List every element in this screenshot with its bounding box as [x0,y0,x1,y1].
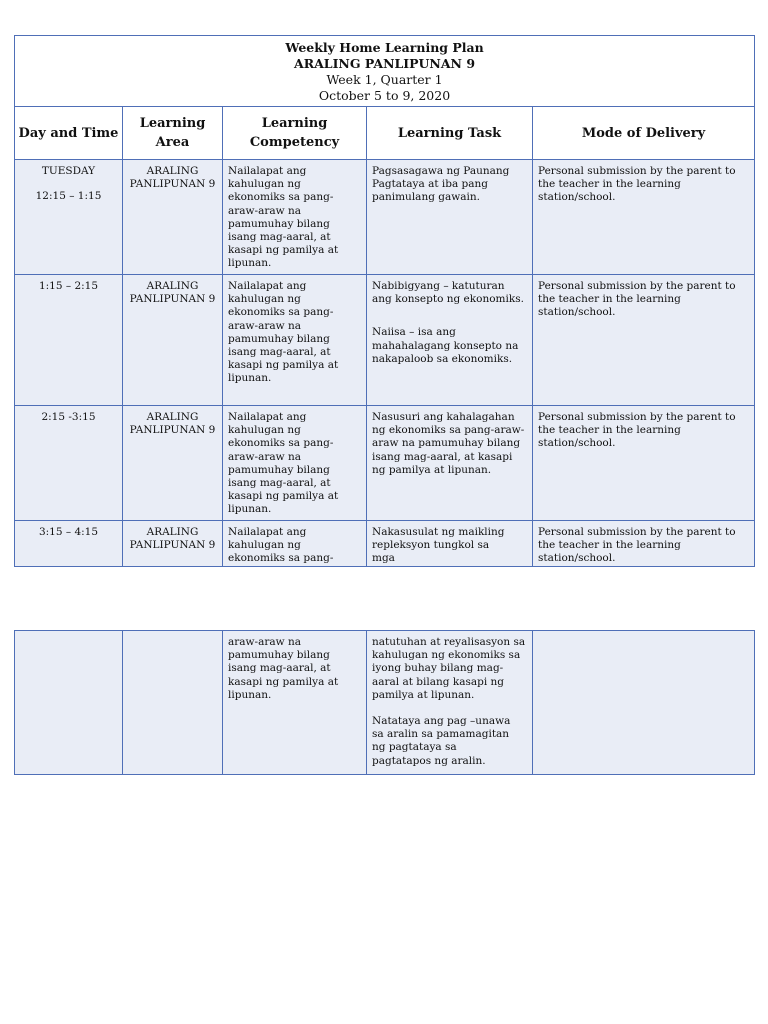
competency-text: Nailalapat ang kahulugan ng ekonomiks sa pang- [228,526,334,565]
area-cell [123,631,223,775]
competency-cell [223,406,367,521]
plan-subject: ARALING PANLIPUNAN 9 [294,56,476,71]
task-text: Nasusuri ang kahalagahan ng ekonomiks sa pang-araw-araw na pamumuhay bilang isang mag-aaral, at kasapi ng pamilya at lipunan. [372,411,525,476]
plan-week: Week 1, Quarter 1 [326,72,443,87]
competency-cell [223,631,367,775]
delivery-cell [533,160,755,275]
task-text: Nakasusulat ng maikling repleksyon tungkol sa mga [372,526,505,565]
day-time-cell [15,160,123,275]
table-row [15,521,755,567]
delivery-cell [533,631,755,775]
learning-plan-table-continued [14,630,755,775]
competency-cell [223,160,367,275]
task-text-2: Natataya ang pag –unawa sa aralin sa pamamagitan ng pagtataya sa pagtatapos ng aralin. [372,715,511,767]
time-label: 1:15 – 2:15 [38,280,99,292]
competency-text: Nailalapat ang kahulugan ng ekonomiks sa pang-araw-araw na pamumuhay bilang isang mag-aaral, at kasapi ng pamilya at lipunan. [228,280,339,385]
area-cell [123,160,223,275]
competency-text: Nailalapat ang kahulugan ng ekonomiks sa pang-araw-araw na pamumuhay bilang isang mag-aaral, at kasapi ng pamilya at lipunan. [228,411,339,516]
day-time-cell [15,275,123,406]
col-mode-of-delivery: Mode of Delivery [533,107,755,160]
time-label: 3:15 – 4:15 [38,526,99,538]
competency-cell [223,521,367,567]
area-text: ARALING PANLIPUNAN 9 [129,165,216,191]
delivery-text [533,631,754,636]
plan-dates: October 5 to 9, 2020 [318,88,451,103]
competency-cell [223,275,367,406]
task-cell [367,521,533,567]
task-text-2: Naiisa – isa ang mahahalagang konsepto na nakapaloob sa ekonomiks. [372,326,519,365]
time-label: 2:15 -3:15 [41,411,96,423]
area-text: ARALING PANLIPUNAN 9 [129,526,216,552]
day-time-cell [15,631,123,775]
delivery-cell [533,275,755,406]
task-text: natutuhan at reyalisasyon sa kahulugan ng ekonomiks sa iyong buhay bilang mag-aaral at bilang kasapi ng pamilya at lipunan. [372,636,526,701]
delivery-cell [533,406,755,521]
delivery-cell [533,521,755,567]
plan-header [15,36,755,107]
col-learning-competency: Learning Competency [223,107,367,160]
delivery-text: Personal submission by the parent to the teacher in the learning station/school. [538,411,736,450]
competency-text: Nailalapat ang kahulugan ng ekonomiks sa pang-araw-araw na pamumuhay bilang isang mag-aaral, at kasapi ng pamilya at lipunan. [228,165,339,270]
table-row [15,631,755,775]
task-cell [367,275,533,406]
area-cell [123,406,223,521]
delivery-text: Personal submission by the parent to the teacher in the learning station/school. [538,280,736,319]
area-text [123,631,222,636]
column-headers [15,107,755,160]
plan-title: Weekly Home Learning Plan [285,40,484,55]
day-time-cell [15,406,123,521]
task-cell [367,406,533,521]
col-learning-area: Learning Area [123,107,223,160]
task-cell [367,631,533,775]
table-row [15,275,755,406]
time-label: 12:15 – 1:15 [35,190,102,203]
day-label: TUESDAY [41,165,96,177]
day-time-cell [15,521,123,567]
area-cell [123,275,223,406]
delivery-text: Personal submission by the parent to the teacher in the learning station/school. [538,165,736,204]
learning-plan-table [14,35,755,567]
area-cell [123,521,223,567]
task-cell [367,160,533,275]
task-text: Nabibigyang – katuturan ang konsepto ng ekonomiks. [372,280,524,306]
competency-text: araw-araw na pamumuhay bilang isang mag-aaral, at kasapi ng pamilya at lipunan. [228,636,339,701]
table-row [15,406,755,521]
table-row [15,160,755,275]
area-text: ARALING PANLIPUNAN 9 [129,280,216,306]
task-text: Pagsasagawa ng Paunang Pagtataya at iba pang panimulang gawain. [372,165,510,204]
delivery-text: Personal submission by the parent to the teacher in the learning station/school. [538,526,736,565]
time-label [15,631,122,636]
area-text: ARALING PANLIPUNAN 9 [129,411,216,437]
col-day-time: Day and Time [15,107,123,160]
col-learning-task: Learning Task [367,107,533,160]
